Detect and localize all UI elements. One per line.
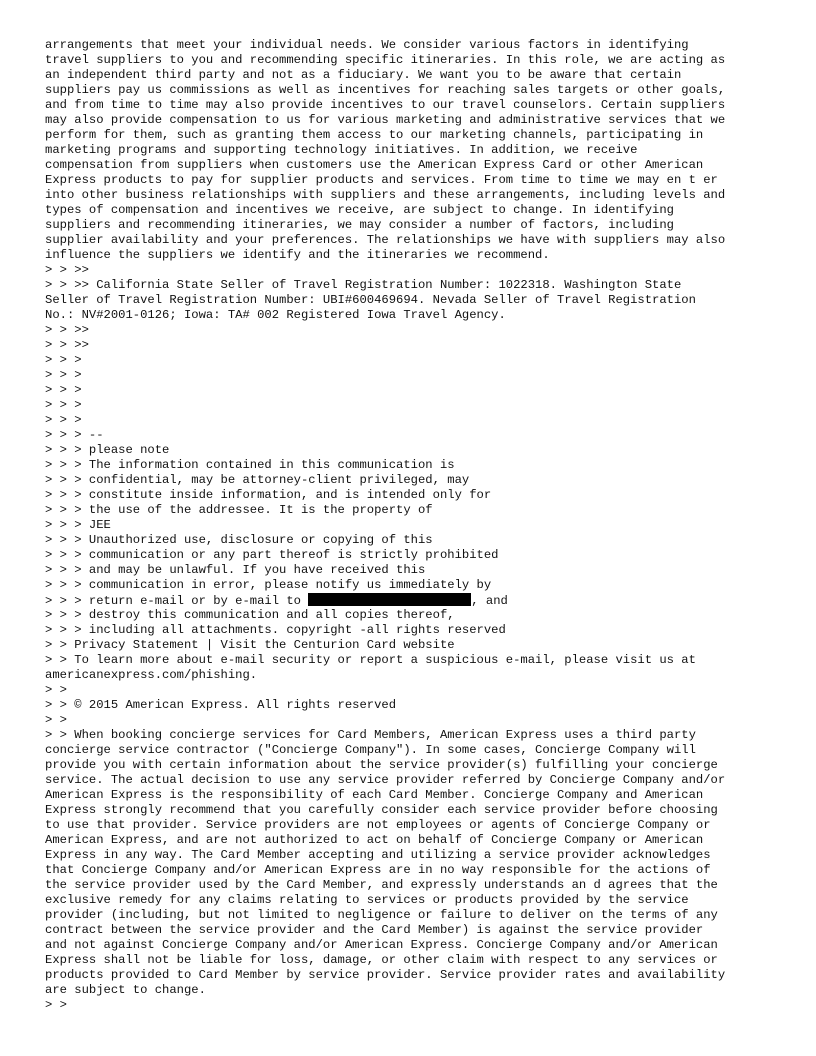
document-line: > > [45,683,67,697]
document-line: influence the suppliers we identify and the itineraries we recommend. [45,248,550,262]
document-line: > > > The information contained in this communication is [45,458,455,472]
document-line: > > [45,998,67,1012]
redaction-block [308,593,471,606]
document-line: travel suppliers to you and recommending specific itineraries. In this role, we are acting as [45,53,726,67]
document-line: > > > [45,383,82,397]
document-line: and not against Concierge Company and/or American Express. Concierge Company and/or American [45,938,718,952]
document-line: > > > -- [45,428,104,442]
document-line: > > >> [45,338,89,352]
document-line: > > > please note [45,443,170,457]
document-line: types of compensation and incentives we receive, are subject to change. In identifying [45,203,674,217]
document-line: may also provide compensation to us for various marketing and administrative services that we [45,113,726,127]
redacted-email-line [45,593,785,608]
document-line: provider (including, but not limited to negligence or failure to deliver on the terms of any [45,908,718,922]
document-line: > > When booking concierge services for Card Members, American Express uses a third party [45,728,696,742]
redacted-line-prefix: > > > return e-mail or by e-mail to [45,594,309,608]
document-line: supplier availability and your preferences. The relationships we have with suppliers may also [45,233,726,247]
document-line: Express in any way. The Card Member accepting and utilizing a service provider acknowledges [45,848,711,862]
document-line: are subject to change. [45,983,206,997]
document-line: > > > communication or any part thereof is strictly prohibited [45,548,499,562]
document-line: > > > [45,413,82,427]
document-line: and from time to time may also provide incentives to our travel counselors. Certain suppliers [45,98,726,112]
document-line: service. The actual decision to use any service provider referred by Concierge Company and/or [45,773,726,787]
document-line: > > > destroy this communication and all copies thereof, [45,608,455,622]
document-line: > > Privacy Statement | Visit the Centurion Card website [45,638,455,652]
document-line: suppliers pay us commissions as well as incentives for reaching sales targets or other goals, [45,83,726,97]
document-line: exclusive remedy for any claims relating to services or products provided by the service [45,893,689,907]
document-line: Express products to pay for supplier products and services. From time to time we may en t er [45,173,718,187]
document-line: provide you with certain information about the service provider(s) fulfilling your concierge [45,758,718,772]
document-line: > > > the use of the addressee. It is the property of [45,503,433,517]
document-line: > > >> California State Seller of Travel Registration Number: 1022318. Washington State [45,278,682,292]
document-line: > > > [45,368,82,382]
document-line: > > > [45,353,82,367]
document-line: an independent third party and not as a fiduciary. We want you to be aware that certain [45,68,682,82]
document-line: products provided to Card Member by service provider. Service provider rates and availability [45,968,726,982]
document-line: > > > communication in error, please notify us immediately by [45,578,492,592]
document-line: to use that provider. Service providers are not employees or agents of Concierge Company or [45,818,711,832]
document-line: marketing programs and supporting technology initiatives. In addition, we receive [45,143,638,157]
document-line: American Express is the responsibility of each Card Member. Concierge Company and American [45,788,704,802]
document-line: americanexpress.com/phishing. [45,668,258,682]
document-line: > > > JEE [45,518,111,532]
document-line: > > [45,713,67,727]
document-line: Express shall not be liable for loss, damage, or other claim with respect to any services or [45,953,718,967]
document-line: > > > [45,398,82,412]
document-line: No.: NV#2001-0126; Iowa: TA# 002 Registered Iowa Travel Agency. [45,308,506,322]
email-document-body [45,38,785,1013]
document-line: Express strongly recommend that you carefully consider each service provider before choosing [45,803,718,817]
document-line: perform for them, such as granting them access to our marketing channels, participating in [45,128,704,142]
document-line: > > > constitute inside information, and is intended only for [45,488,492,502]
document-line: into other business relationships with suppliers and these arrangements, including levels and [45,188,726,202]
document-line: > > > Unauthorized use, disclosure or copying of this [45,533,433,547]
document-line: > > © 2015 American Express. All rights reserved [45,698,397,712]
document-line: compensation from suppliers when customers use the American Express Card or other American [45,158,704,172]
document-line: > > > including all attachments. copyright -all rights reserved [45,623,506,637]
document-line: American Express, and are not authorized to act on behalf of Concierge Company or American [45,833,704,847]
document-line: the service provider used by the Card Member, and expressly understands an d agrees that the [45,878,718,892]
document-line: concierge service contractor ("Concierge Company"). In some cases, Concierge Company will [45,743,696,757]
document-line: > > To learn more about e-mail security or report a suspicious e-mail, please visit us at [45,653,696,667]
document-line: > > >> [45,323,89,337]
document-line: suppliers and recommending itineraries, we may consider a number of factors, including [45,218,674,232]
document-line: > > >> [45,263,89,277]
document-line: > > > confidential, may be attorney-client privileged, may [45,473,470,487]
document-line: that Concierge Company and/or American Express are in no way responsible for the actions of [45,863,711,877]
redacted-line-suffix: , and [471,594,508,608]
document-line: contract between the service provider and the Card Member) is against the service provider [45,923,704,937]
document-line: > > > and may be unlawful. If you have received this [45,563,426,577]
document-line: Seller of Travel Registration Number: UBI#600469694. Nevada Seller of Travel Registration [45,293,696,307]
document-line: arrangements that meet your individual needs. We consider various factors in identifying [45,38,689,52]
